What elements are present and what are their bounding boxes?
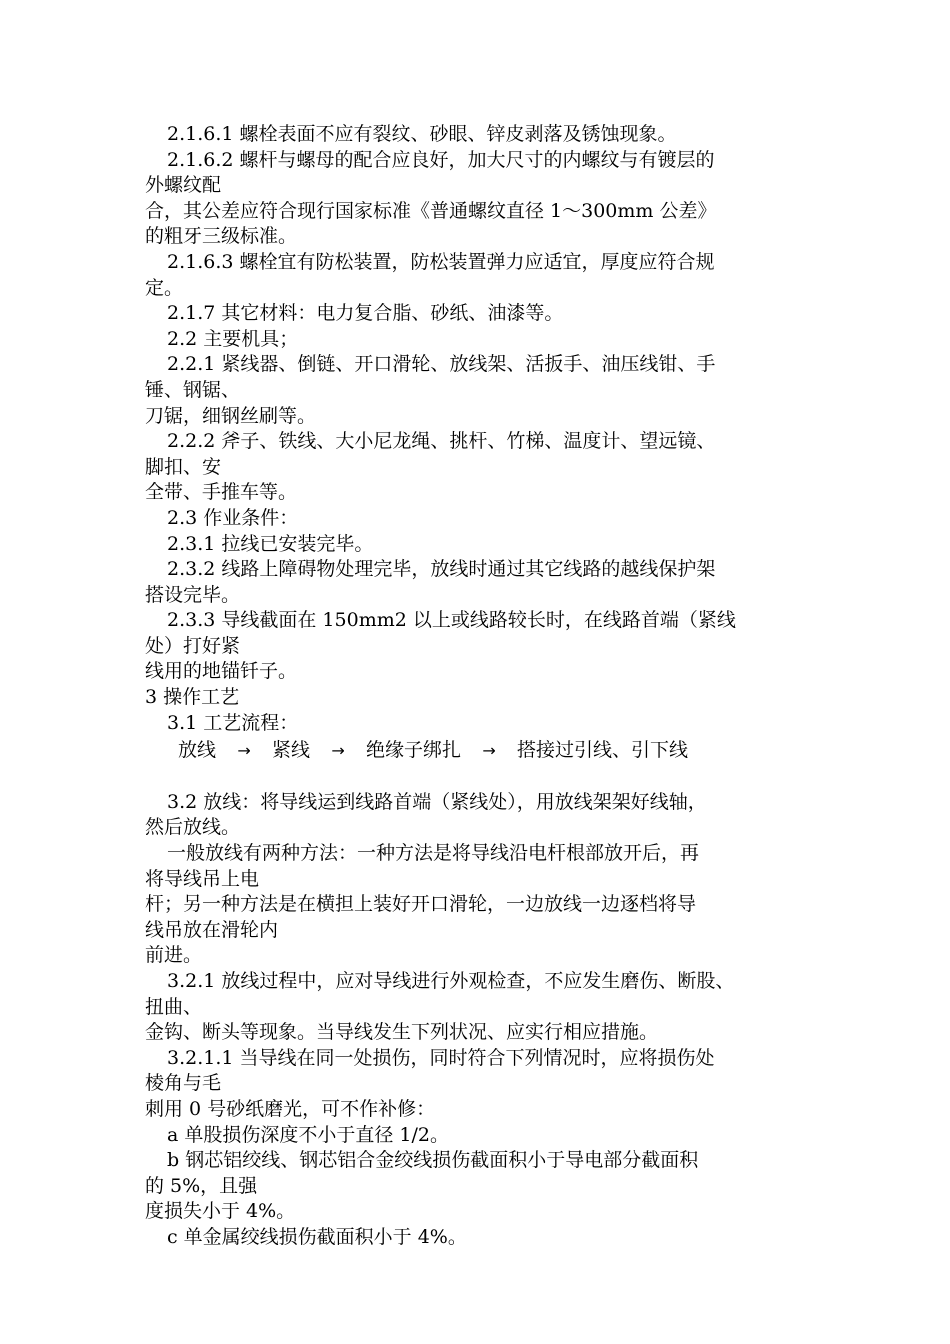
text-line: 然后放线。 <box>145 816 241 839</box>
text-line: 的粗牙三级标准。 <box>145 225 298 248</box>
text-line: 扭曲、 <box>145 995 203 1018</box>
text-line: 3.2.1 放线过程中，应对导线进行外观检查，不应发生磨伤、断股、 <box>167 970 735 992</box>
text-line: 脚扣、安 <box>145 455 222 478</box>
text-line: 2.1.7 其它材料：电力复合脂、砂纸、油漆等。 <box>167 302 564 325</box>
text-line: 3 操作工艺 <box>145 686 240 709</box>
text-line: 搭设完毕。 <box>145 583 241 606</box>
text-line: 线用的地锚钎子。 <box>145 660 298 683</box>
document-page <box>145 122 825 1251</box>
text-line: 度损失小于 4%。 <box>145 1200 296 1223</box>
arrow-right-icon: → <box>331 741 345 761</box>
arrow-right-icon: → <box>482 741 496 761</box>
text-line: 全带、手推车等。 <box>145 481 298 504</box>
flow-step-lay-wire: 放线 <box>178 739 217 762</box>
text-line: 刀锯，细钢丝刷等。 <box>145 404 317 427</box>
text-line: 2.2.1 紧线器、倒链、开口滑轮、放线架、活扳手、油压线钳、手 <box>167 353 716 376</box>
text-line: 2.1.6.2 螺杆与螺母的配合应良好，加大尺寸的内螺纹与有镀层的 <box>167 148 715 171</box>
text-line: 2.2 主要机具； <box>167 327 299 350</box>
text-line: 2.3.2 线路上障碍物处理完毕，放线时通过其它线路的越线保护架 <box>167 558 716 581</box>
text-line: b 钢芯铝绞线、钢芯铝合金绞线损伤截面积小于导电部分截面积 <box>167 1149 699 1172</box>
text-line: 处）打好紧 <box>145 634 241 657</box>
text-line: 2.3.1 拉线已安装完毕。 <box>167 532 374 555</box>
text-line: 合，其公差应符合现行国家标准《普通螺纹直径 1～300mm 公差》 <box>145 199 717 222</box>
text-line: 3.1 工艺流程： <box>167 711 299 734</box>
text-line: 3.2 放线：将导线运到线路首端（紧线处），用放线架架好线轴， <box>167 790 707 813</box>
arrow-right-icon: → <box>237 741 251 761</box>
text-line: 棱角与毛 <box>145 1072 222 1095</box>
text-line: 2.1.6.3 螺栓宜有防松装置，防松装置弹力应适宜，厚度应符合规 <box>167 250 715 273</box>
text-line: 2.2.2 斧子、铁线、大小尼龙绳、挑杆、竹梯、温度计、望远镜、 <box>167 430 716 453</box>
text-line: 刺用 0 号砂纸磨光，可不作补修： <box>145 1097 436 1120</box>
text-line: 将导线吊上电 <box>145 867 260 890</box>
text-line: c 单金属绞线损伤截面积小于 4%。 <box>167 1225 467 1248</box>
text-line: 2.1.6.1 螺栓表面不应有裂纹、砂眼、锌皮剥落及锈蚀现象。 <box>167 123 677 145</box>
text-line: a 单股损伤深度不小于直径 1/2。 <box>167 1123 449 1146</box>
text-line: 线吊放在滑轮内 <box>145 918 279 941</box>
text-line: 定。 <box>145 276 184 299</box>
text-line: 一般放线有两种方法：一种方法是将导线沿电杆根部放开后，再 <box>167 842 700 865</box>
text-block-1 <box>145 122 825 736</box>
text-line: 金钩、断头等现象。当导线发生下列状况、应实行相应措施。 <box>145 1021 659 1044</box>
text-block-2 <box>145 790 825 1251</box>
text-line: 的 5%，且强 <box>145 1174 258 1197</box>
flow-step-jumper-downlead: 搭接过引线、引下线 <box>517 739 689 762</box>
text-line: 2.3.3 导线截面在 150mm2 以上或线路较长时，在线路首端（紧线 <box>167 609 736 632</box>
text-line: 外螺纹配 <box>145 174 222 197</box>
text-line: 杆；另一种方法是在横担上装好开口滑轮，一边放线一边逐档将导 <box>145 893 697 916</box>
text-line: 锤、钢锯、 <box>145 378 241 401</box>
process-flow <box>145 738 825 764</box>
text-line: 前进。 <box>145 944 203 967</box>
flow-step-insulator-binding: 绝缘子绑扎 <box>366 739 462 762</box>
text-line: 2.3 作业条件： <box>167 506 299 529</box>
flow-step-tighten-wire: 紧线 <box>272 739 311 762</box>
text-line: 3.2.1.1 当导线在同一处损伤，同时符合下列情况时，应将损伤处 <box>167 1046 715 1069</box>
